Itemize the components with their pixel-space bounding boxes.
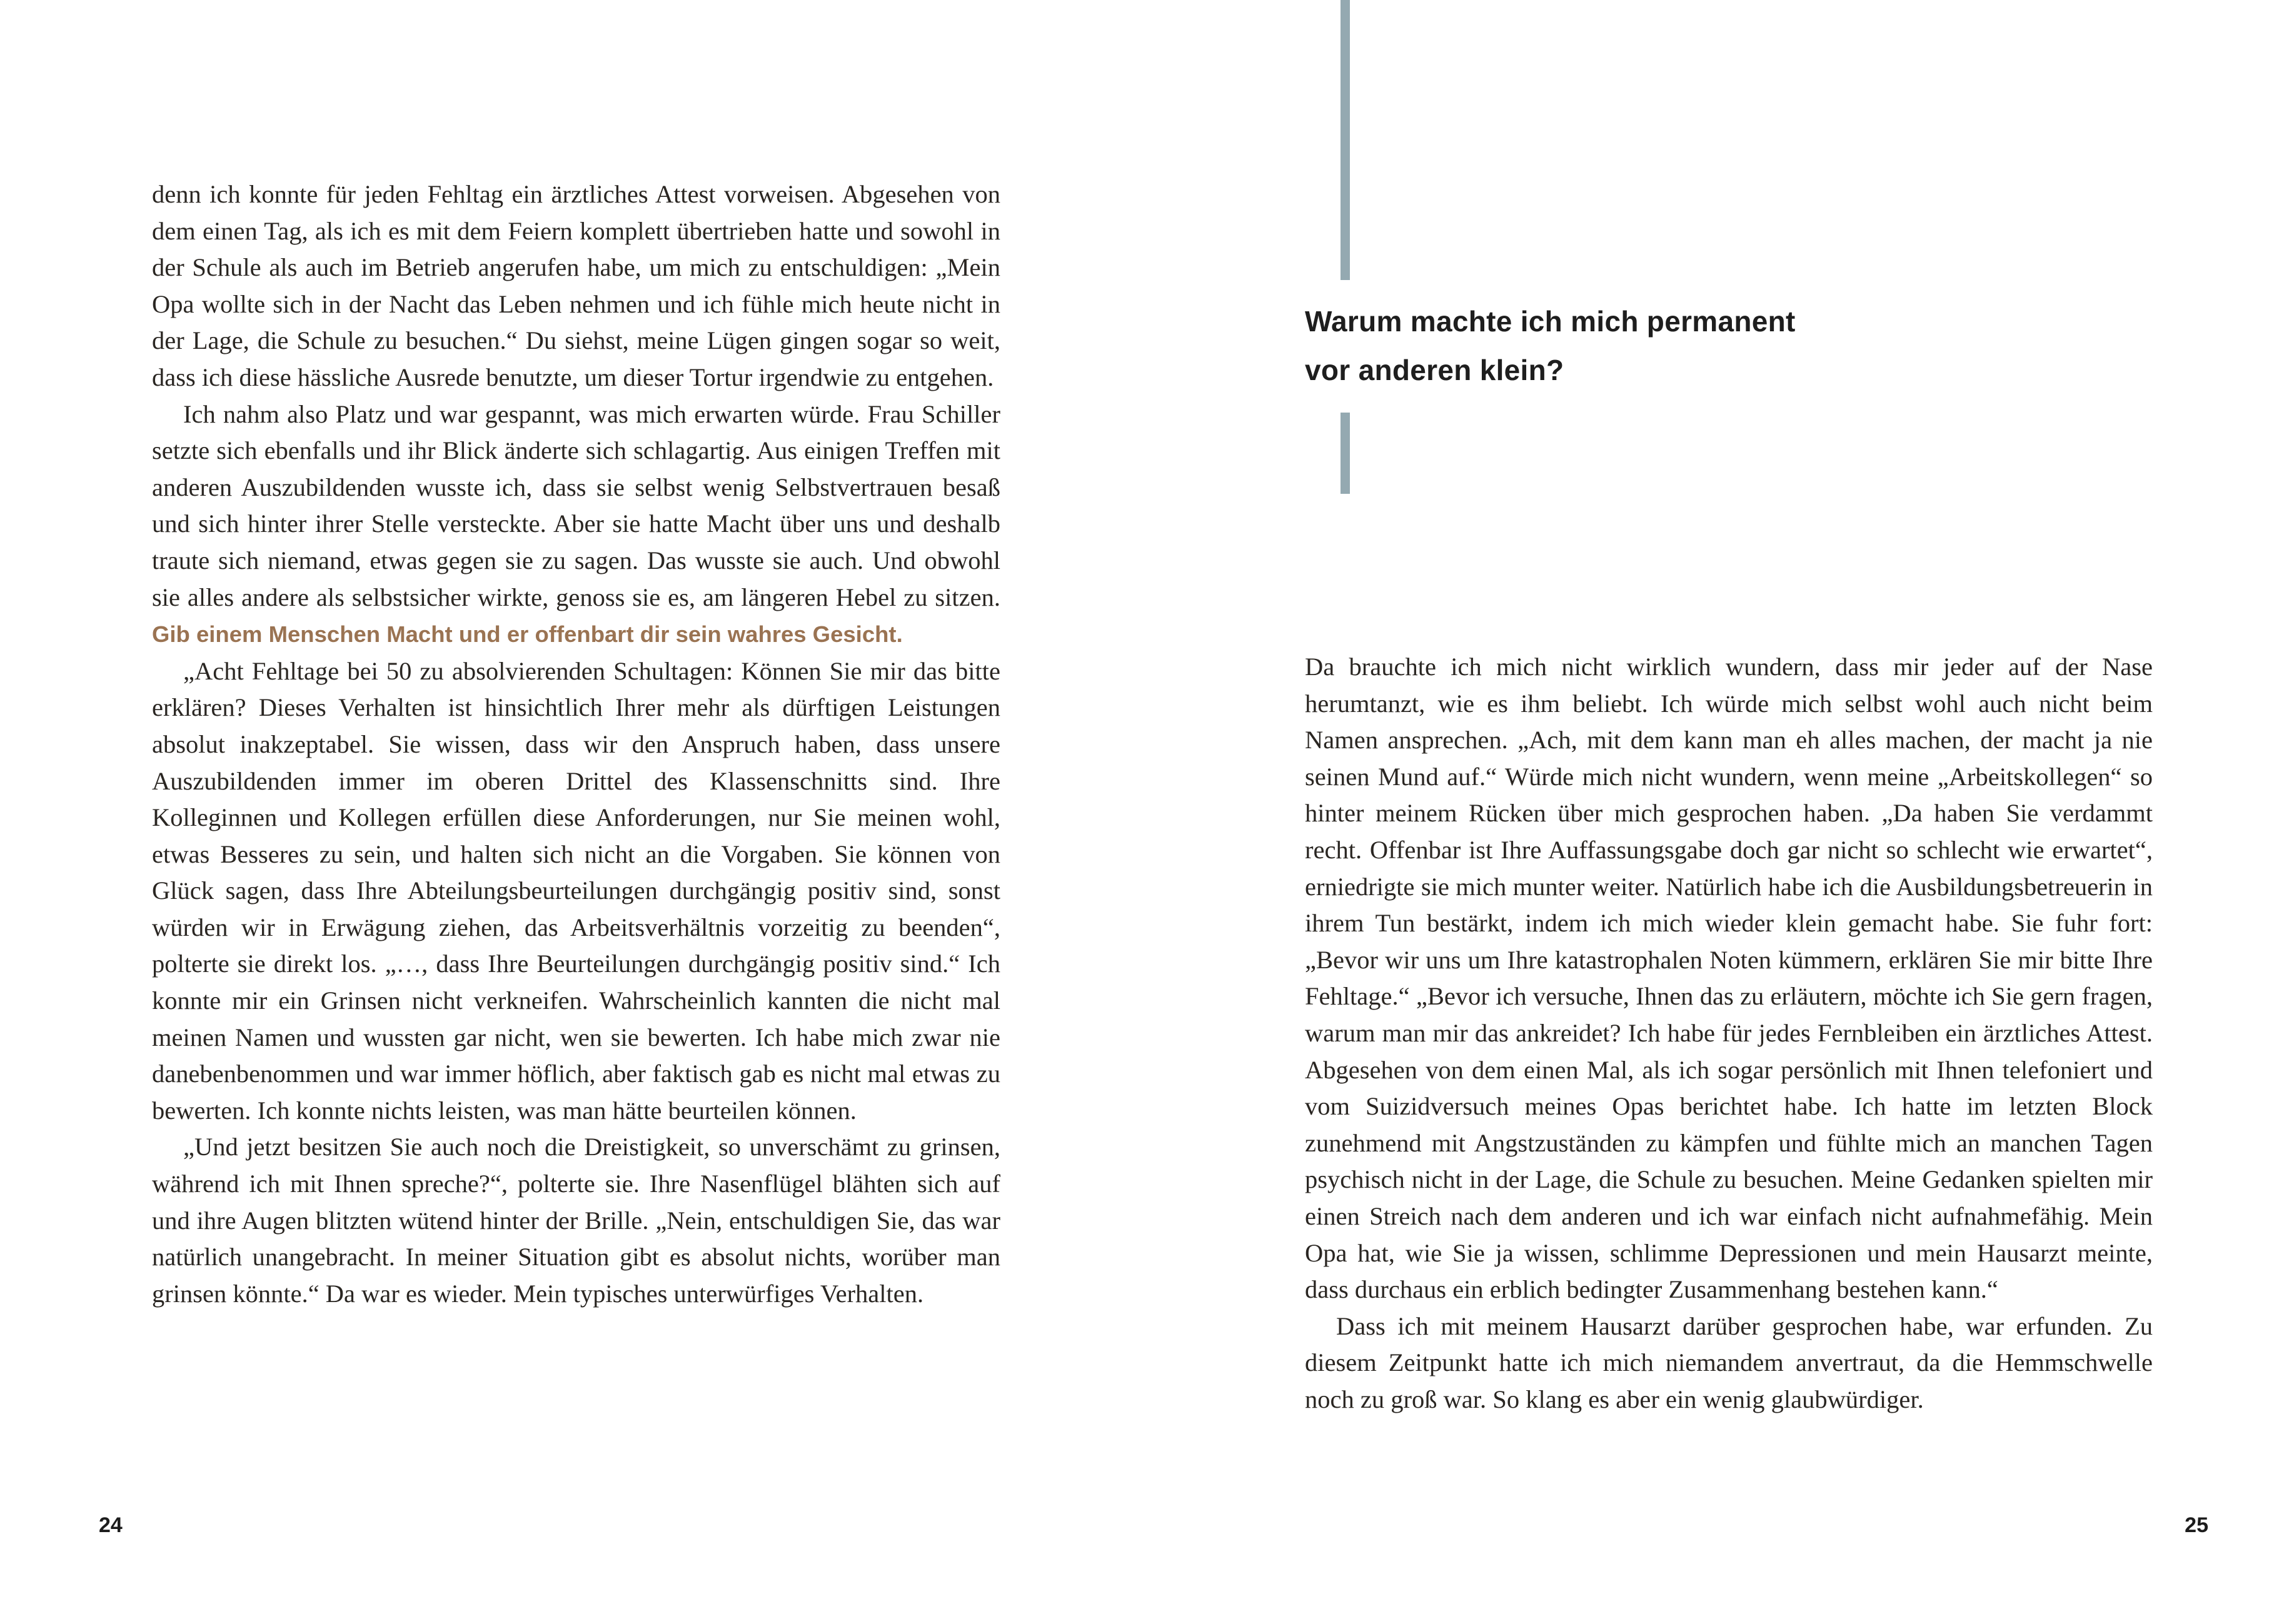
paragraph xyxy=(1305,649,2153,1308)
question-heading xyxy=(1305,297,1930,394)
question-heading-line-1: Warum machte ich mich permanent xyxy=(1305,305,1796,338)
accent-bar-bottom xyxy=(1341,413,1350,494)
paragraph-text: „Acht Fehltage bei 50 zu absolvierenden Schultagen: Können Sie mir das bitte erklären? Dieses Verhalten ist hinsichtlich Ihrer mehr als dürftigen Leistungen absolut inakzeptabel. Sie wissen, dass wir den Anspruch haben, dass unsere Auszubildenden immer im oberen Drittel des Klassenschnitts sind. Ihre Kolleginnen und Kollegen erfüllen diese Anforderungen, nur Sie meinen wohl, etwas Besseres zu sein, und halten sich nicht an die Vorgaben. Sie können von Glück sagen, dass Ihre Abteilungsbeurteilungen durchgängig positiv sind, sonst würden wir in Erwägung ziehen, das Arbeitsverhältnis vorzeitig zu beenden“, polterte sie direkt los. „…, dass Ihre Beurteilungen durchgängig positiv sind.“ Ich konnte mir ein Grinsen nicht verkneifen. Wahrscheinlich kannten die nicht mal meinen Namen und wussten gar nicht, wen sie bewerten. Ich habe mich zwar nie danebenbenommen und war immer höflich, aber faktisch gab es nicht mal etwas zu bewerten. Ich konnte nichts leisten, was man hätte beurteilen können. xyxy=(152,656,1000,1125)
left-page xyxy=(0,0,1144,1624)
paragraph xyxy=(152,1129,1000,1312)
paragraph-text: Ich nahm also Platz und war gespannt, was mich erwarten würde. Frau Schiller setzte sich ebenfalls und ihr Blick änderte sich schlagartig. Aus einigen Treffen mit anderen Auszubildenden wusste ich, dass sie selbst wenig Selbstvertrauen besaß und sich hinter ihrer Stelle versteckte. Aber sie hatte Macht über uns und deshalb traute sich niemand, etwas gegen sie zu sagen. Das wusste sie auch. Und obwohl sie alles andere als selbstsicher wirkte, genoss sie es, am längeren Hebel zu sitzen. xyxy=(152,399,1000,611)
right-page-body-text xyxy=(1305,649,2153,1418)
paragraph-text: „Und jetzt besitzen Sie auch noch die Dreistigkeit, so unverschämt zu grinsen, während ich mit Ihnen spreche?“, polterte sie. Ihre Nasenflügel blähten sich auf und ihre Augen blitzten wütend hinter der Brille. „Nein, entschuldigen Sie, das war natürlich unangebracht. In meiner Situation gibt es absolut nichts, worüber man grinsen könnte.“ Da war es wieder. Mein typisches unterwürfiges Verhalten. xyxy=(152,1133,1000,1308)
paragraph xyxy=(1305,1308,2153,1418)
paragraph xyxy=(152,396,1000,653)
paragraph xyxy=(152,653,1000,1130)
page-number-right: 25 xyxy=(2185,1513,2208,1537)
paragraph-text: denn ich konnte für jeden Fehltag ein ärztliches Attest vorweisen. Abgesehen von dem einen Tag, als ich es mit dem Feiern komplett übertrieben hatte und sowohl in der Schule als auch im Betrieb angerufen habe, um mich zu entschuldigen: „Mein Opa wollte sich in der Nacht das Leben nehmen und ich fühle mich heute nicht in der Lage, die Schule zu besuchen.“ Du siehst, meine Lügen gingen sogar so weit, dass ich diese hässliche Ausrede benutzte, um dieser Tortur irgendwie zu entgehen. xyxy=(152,180,1000,391)
accent-bar-top xyxy=(1341,0,1350,280)
paragraph-text: Dass ich mit meinem Hausarzt darüber gesprochen habe, war erfunden. Zu diesem Zeitpunkt hatte ich mich niemandem anvertraut, da die Hemmschwelle noch zu groß war. So klang es aber ein wenig glaubwürdiger. xyxy=(1305,1311,2153,1413)
paragraph-text: Da brauchte ich mich nicht wirklich wundern, dass mir jeder auf der Nase herumtanzt, wie es ihm beliebt. Ich würde mich selbst wohl auch nicht beim Namen ansprechen. „Ach, mit dem kann man eh alles machen, der macht ja nie seinen Mund auf.“ Würde mich nicht wundern, wenn meine „Arbeitskollegen“ so hinter meinem Rücken über mich gesprochen haben. „Da haben Sie verdammt recht. Offenbar ist Ihre Auffassungsgabe doch gar nicht so schlecht wie erwartet“, erniedrigte sie mich munter weiter. Natürlich habe ich die Ausbildungsbetreuerin in ihrem Tun bestärkt, indem ich mich wieder klein gemacht habe. Sie fuhr fort: „Bevor wir uns um Ihre katastrophalen Noten kümmern, erklären Sie mir bitte Ihre Fehltage.“ „Bevor ich versuche, Ihnen das zu erläutern, möchte ich Sie gern fragen, warum man mir das ankreidet? Ich habe für jedes Fernbleiben ein ärztliches Attest. Abgesehen von dem einen Mal, als ich sogar persönlich mit Ihnen telefoniert und vom Suizidversuch meines Opas berichtet habe. Ich hatte im letzten Block zunehmend mit Angstzuständen zu kämpfen und fühlte mich an manchen Tagen psychisch nicht in der Lage, die Schule zu besuchen. Meine Gedanken spielten mir einen Streich nach dem anderen und ich war einfach nicht aufnahmefähig. Mein Opa hat, wie Sie ja wissen, schlimme Depressionen und mein Hausarzt meinte, dass durchaus ein erblich bedingter Zusammenhang bestehen kann.“ xyxy=(1305,653,2153,1304)
left-page-body-text xyxy=(152,176,1000,1312)
highlighted-quote: Gib einem Menschen Macht und er offenbart dir sein wahres Gesicht. xyxy=(152,621,903,648)
paragraph xyxy=(152,176,1000,396)
right-page xyxy=(1144,0,2289,1624)
question-heading-line-2: vor anderen klein? xyxy=(1305,354,1564,386)
page-number-left: 24 xyxy=(99,1513,123,1537)
